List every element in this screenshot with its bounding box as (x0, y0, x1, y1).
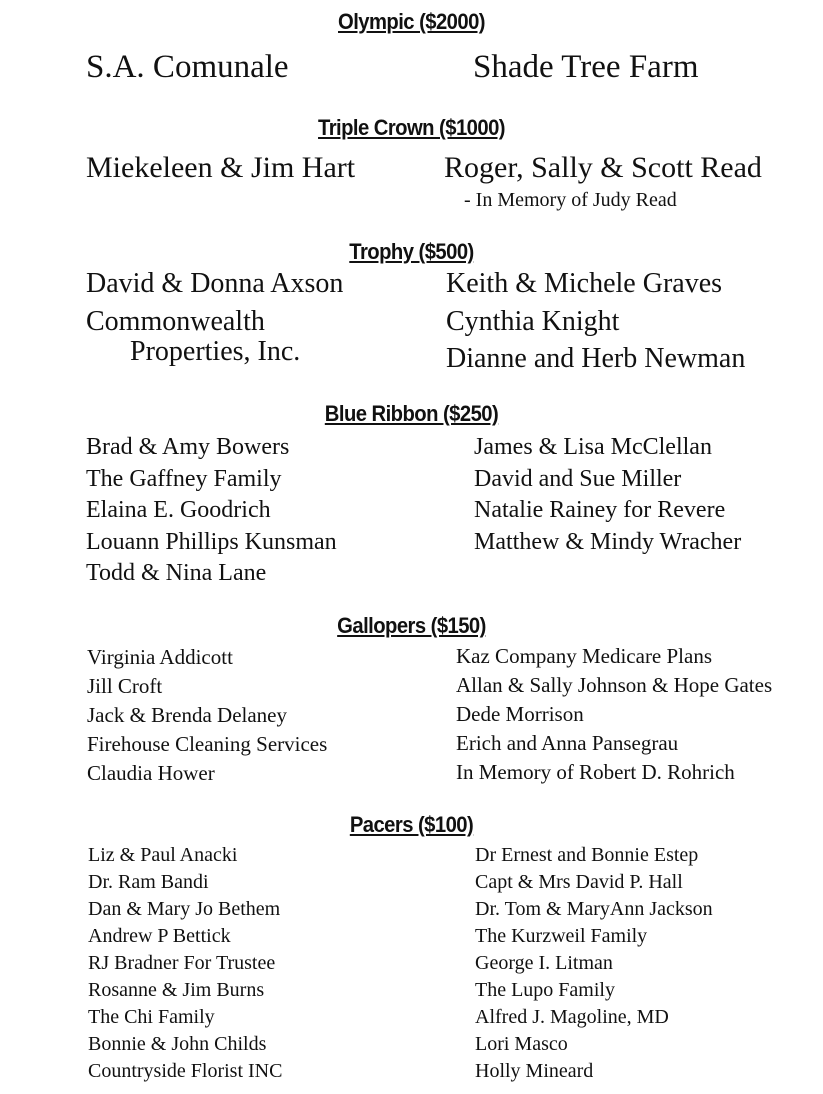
gallopers-sponsor: Kaz Company Medicare Plans (456, 644, 713, 668)
olympic-sponsor: S.A. Comunale (86, 49, 289, 85)
gallopers-sponsor: In Memory of Robert D. Rohrich (456, 760, 735, 784)
trophy-sponsor: Keith & Michele Graves (446, 268, 723, 299)
triple-crown-sponsor: Roger, Sally & Scott Read (444, 151, 762, 184)
gallopers-sponsor: Allan & Sally Johnson & Hope Gates (456, 673, 773, 697)
pacers-sponsor: Lori Masco (475, 1033, 568, 1055)
blue-ribbon-sponsor: Brad & Amy Bowers (86, 434, 290, 460)
triple-crown-sponsor: Miekeleen & Jim Hart (86, 151, 356, 184)
trophy-heading: Trophy ($500) (349, 239, 474, 264)
blue-ribbon-sponsor: Elaina E. Goodrich (86, 497, 271, 523)
pacers-sponsor: The Kurzweil Family (475, 925, 648, 947)
gallopers-heading: Gallopers ($150) (337, 613, 486, 638)
olympic-sponsor: Shade Tree Farm (473, 49, 699, 85)
gallopers-sponsor: Claudia Hower (87, 761, 215, 785)
pacers-sponsor: Rosanne & Jim Burns (88, 979, 265, 1001)
olympic-heading: Olympic ($2000) (338, 9, 485, 34)
gallopers-sponsor: Jill Croft (87, 674, 163, 698)
pacers-sponsor: Dr. Tom & MaryAnn Jackson (475, 898, 713, 920)
blue-ribbon-sponsor: Todd & Nina Lane (86, 560, 267, 586)
pacers-sponsor: Holly Mineard (475, 1060, 594, 1082)
pacers-sponsor: The Chi Family (88, 1006, 215, 1028)
blue-ribbon-sponsor: Natalie Rainey for Revere (474, 497, 726, 523)
blue-ribbon-sponsor: Matthew & Mindy Wracher (474, 529, 742, 555)
pacers-sponsor: Dr Ernest and Bonnie Estep (475, 844, 699, 866)
pacers-sponsor: Dan & Mary Jo Bethem (88, 898, 281, 920)
pacers-heading: Pacers ($100) (349, 812, 474, 837)
trophy-sponsor: Properties, Inc. (130, 336, 301, 367)
pacers-sponsor: The Lupo Family (475, 979, 615, 1001)
blue-ribbon-heading: Blue Ribbon ($250) (324, 401, 499, 426)
gallopers-sponsor: Erich and Anna Pansegrau (456, 731, 679, 755)
trophy-sponsor: David & Donna Axson (86, 268, 344, 299)
pacers-sponsor: George I. Litman (475, 952, 613, 974)
triple-crown-memorial-note: - In Memory of Judy Read (464, 189, 677, 211)
gallopers-sponsor: Jack & Brenda Delaney (87, 703, 288, 727)
trophy-sponsor: Dianne and Herb Newman (446, 343, 746, 374)
pacers-sponsor: Alfred J. Magoline, MD (475, 1006, 669, 1028)
triple-crown-heading: Triple Crown ($1000) (318, 115, 505, 140)
gallopers-sponsor: Virginia Addicott (87, 645, 233, 669)
blue-ribbon-sponsor: David and Sue Miller (474, 466, 682, 492)
blue-ribbon-sponsor: Louann Phillips Kunsman (86, 529, 337, 555)
pacers-sponsor: Dr. Ram Bandi (88, 871, 209, 893)
pacers-sponsor: Liz & Paul Anacki (88, 844, 238, 866)
pacers-sponsor: Countryside Florist INC (88, 1060, 283, 1082)
pacers-sponsor: RJ Bradner For Trustee (88, 952, 276, 974)
blue-ribbon-sponsor: James & Lisa McClellan (474, 434, 712, 460)
trophy-sponsor: Commonwealth (86, 306, 265, 337)
pacers-sponsor: Bonnie & John Childs (88, 1033, 267, 1055)
gallopers-sponsor: Firehouse Cleaning Services (87, 732, 328, 756)
blue-ribbon-sponsor: The Gaffney Family (86, 466, 282, 492)
gallopers-sponsor: Dede Morrison (456, 702, 584, 726)
trophy-sponsor: Cynthia Knight (446, 306, 620, 337)
pacers-sponsor: Capt & Mrs David P. Hall (475, 871, 683, 893)
pacers-sponsor: Andrew P Bettick (88, 925, 231, 947)
